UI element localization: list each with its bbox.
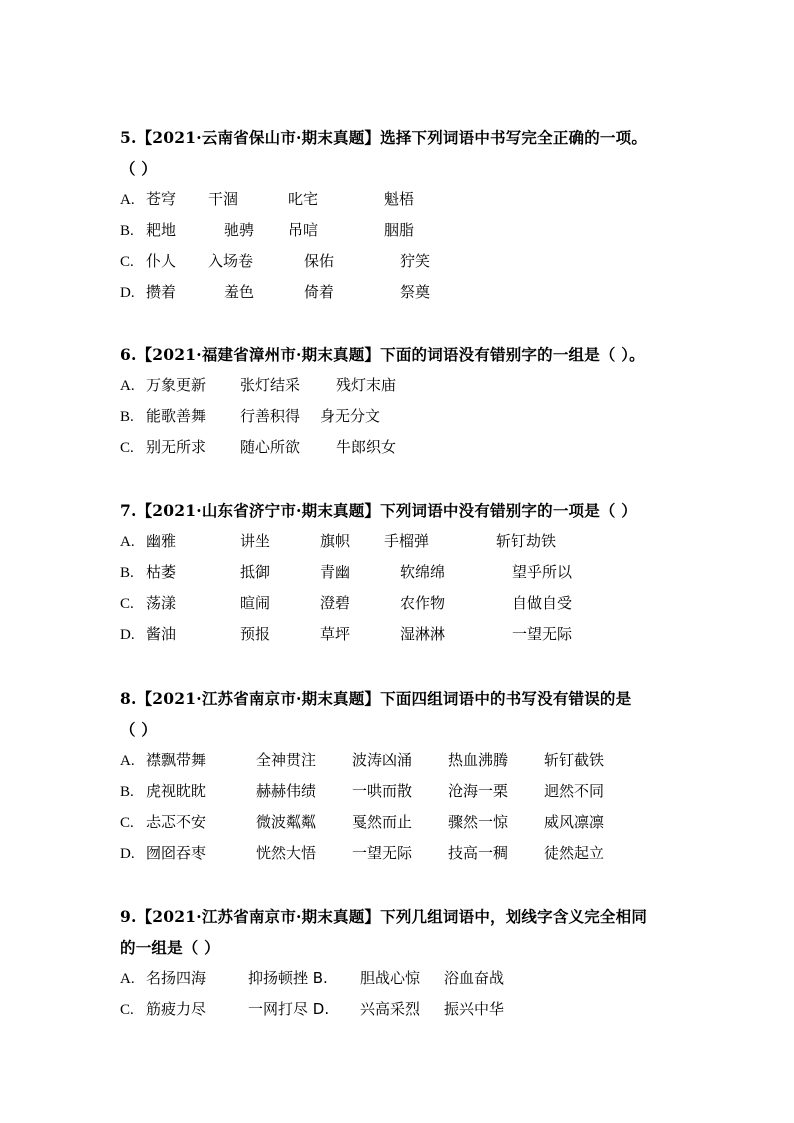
option-letter: C.	[120, 440, 134, 456]
option-b[interactable]	[120, 557, 637, 588]
question-5	[120, 122, 647, 308]
option-c[interactable]	[120, 807, 631, 838]
word: 斩钉截铁	[544, 751, 605, 769]
question-8	[120, 683, 631, 869]
answer-blank: （ ）	[120, 159, 157, 178]
option-d[interactable]	[120, 277, 647, 308]
word: 旗帜	[320, 532, 351, 550]
option-letter: A.	[120, 971, 135, 987]
question-stem: 8.【2021·江苏省南京市·期末真题】下面四组词语中的书写没有错误的是	[120, 689, 632, 708]
word: 望乎所以	[512, 563, 573, 581]
word: 迥然不同	[544, 782, 605, 800]
word: 牛郎织女	[336, 438, 397, 456]
word: 一望无际	[352, 844, 413, 862]
option-c-d[interactable]	[120, 994, 647, 1025]
option-c[interactable]	[120, 432, 645, 463]
word: 耙地	[146, 221, 177, 239]
word: 预报	[240, 625, 271, 643]
word: 吊唁	[288, 221, 319, 239]
option-b[interactable]	[120, 215, 647, 246]
word: 赫赫伟绩	[256, 782, 317, 800]
word: 狞笑	[400, 252, 431, 270]
word: 抑扬顿挫 B.	[248, 969, 328, 987]
word: 兴高采烈	[360, 1000, 421, 1018]
option-letter: C.	[120, 254, 134, 270]
word: 幽雅	[146, 532, 177, 550]
word: 酱油	[146, 625, 177, 643]
option-d[interactable]	[120, 838, 631, 869]
word: 张灯结采	[240, 376, 301, 394]
word: 一哄而散	[352, 782, 413, 800]
option-b[interactable]	[120, 776, 631, 807]
option-letter: B.	[120, 223, 134, 239]
word: 入场卷	[208, 252, 254, 270]
option-a[interactable]	[120, 526, 637, 557]
option-letter: B.	[120, 565, 134, 581]
word: 技高一稠	[448, 844, 509, 862]
word: 湿淋淋	[400, 625, 446, 643]
word: 苍穹	[146, 190, 177, 208]
word: 能歌善舞	[146, 407, 207, 425]
word: 威风凛凛	[544, 813, 605, 831]
word: 名扬四海	[146, 969, 207, 987]
word: 羞色	[224, 283, 255, 301]
word: 浴血奋战	[444, 969, 505, 987]
option-c[interactable]	[120, 588, 637, 619]
word: 青幽	[320, 563, 351, 581]
question-stem: 9.【2021·江苏省南京市·期末真题】下列几组词语中，划线字含义完全相同	[120, 907, 648, 926]
word: 残灯末庙	[336, 376, 397, 394]
word: 仆人	[146, 252, 177, 270]
word: 一望无际	[512, 625, 573, 643]
word: 身无分文	[320, 407, 381, 425]
word: 筋疲力尽	[146, 1000, 207, 1018]
option-letter: C.	[120, 596, 134, 612]
word: 抵御	[240, 563, 271, 581]
option-a[interactable]	[120, 184, 647, 215]
word: 干涸	[208, 190, 239, 208]
word: 讲坐	[240, 532, 271, 550]
word: 软绵绵	[400, 563, 446, 581]
word: 忐忑不安	[146, 813, 207, 831]
word: 祭奠	[400, 283, 431, 301]
word: 枯萎	[146, 563, 177, 581]
question-6	[120, 339, 645, 463]
answer-blank: （ ）	[120, 720, 157, 739]
question-stem: 7.【2021·山东省济宁市·期末真题】下列词语中没有错别字的一项是（ ）	[120, 501, 637, 520]
option-letter: A.	[120, 192, 135, 208]
word: 沧海一栗	[448, 782, 509, 800]
option-a[interactable]	[120, 745, 631, 776]
word: 热血沸腾	[448, 751, 509, 769]
option-letter: A.	[120, 534, 135, 550]
question-stem: 6.【2021·福建省漳州市·期末真题】下面的词语没有错别字的一组是（ ）。	[120, 345, 645, 364]
word: 随心所欲	[240, 438, 301, 456]
word: 手榴弹	[384, 532, 430, 550]
option-letter: C.	[120, 1002, 134, 1018]
question-7	[120, 495, 637, 650]
word: 波涛凶涌	[352, 751, 413, 769]
word: 恍然大悟	[256, 844, 317, 862]
word: 徒然起立	[544, 844, 605, 862]
option-letter: B.	[120, 784, 134, 800]
option-a[interactable]	[120, 370, 645, 401]
word: 行善积得	[240, 407, 301, 425]
option-c[interactable]	[120, 246, 647, 277]
question-stem: 5.【2021·云南省保山市·期末真题】选择下列词语中书写完全正确的一项。	[120, 128, 648, 147]
word: 一网打尽 D.	[248, 1000, 330, 1018]
option-letter: B.	[120, 409, 134, 425]
option-letter: C.	[120, 815, 134, 831]
option-b[interactable]	[120, 401, 645, 432]
word: 全神贯注	[256, 751, 317, 769]
question-9	[120, 901, 647, 1025]
option-letter: D.	[120, 846, 135, 862]
word: 魁梧	[384, 190, 415, 208]
word: 襟飘带舞	[146, 751, 207, 769]
option-letter: D.	[120, 285, 135, 301]
word: 保佑	[304, 252, 335, 270]
word: 胆战心惊	[360, 969, 421, 987]
question-stem-continued: 的一组是（ ）	[120, 938, 220, 957]
word: 微波粼粼	[256, 813, 317, 831]
word: 胭脂	[384, 221, 415, 239]
word: 振兴中华	[444, 1000, 505, 1018]
word: 叱宅	[288, 190, 319, 208]
word: 倚着	[304, 283, 335, 301]
word: 囫囵吞枣	[146, 844, 207, 862]
word: 斩钉劫铁	[496, 532, 557, 550]
word: 万象更新	[146, 376, 207, 394]
word: 澄碧	[320, 594, 351, 612]
word: 骤然一惊	[448, 813, 509, 831]
word: 自做自受	[512, 594, 573, 612]
option-letter: A.	[120, 378, 135, 394]
word: 虎视眈眈	[146, 782, 207, 800]
word: 驰骋	[224, 221, 255, 239]
word: 草坪	[320, 625, 351, 643]
option-a-b[interactable]	[120, 963, 647, 994]
word: 戛然而止	[352, 813, 413, 831]
option-letter: D.	[120, 627, 135, 643]
word: 农作物	[400, 594, 446, 612]
option-d[interactable]	[120, 619, 637, 650]
word: 暄闹	[240, 594, 271, 612]
word: 攒着	[146, 283, 177, 301]
word: 别无所求	[146, 438, 207, 456]
option-letter: A.	[120, 753, 135, 769]
word: 荡漾	[146, 594, 177, 612]
